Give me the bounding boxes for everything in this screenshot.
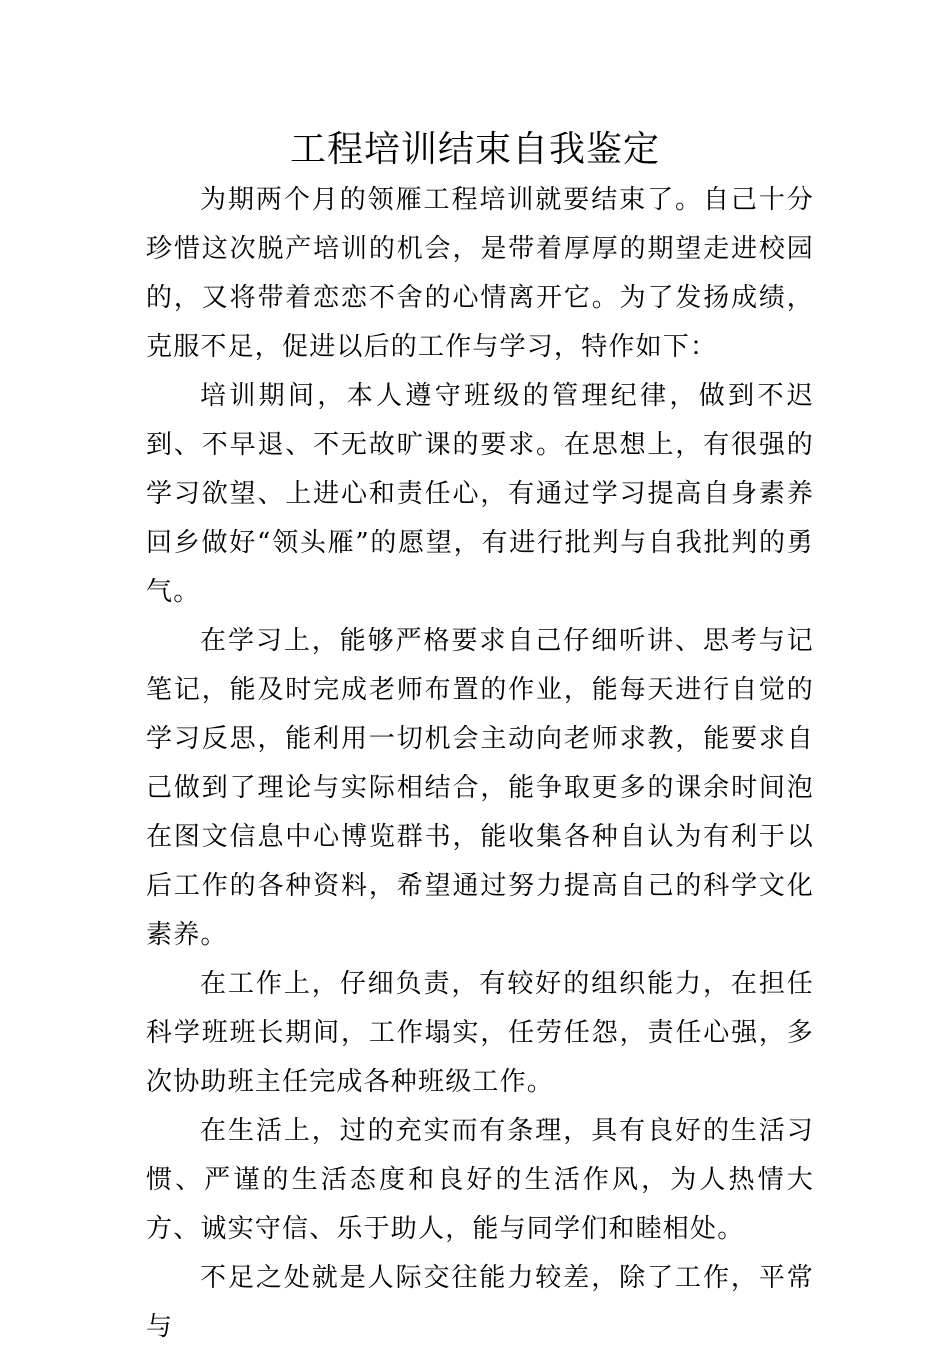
paragraph-life: 在生活上，过的充实而有条理，具有良好的生活习惯、严谨的生活态度和良好的生活作风，为人热情大方、诚实守信、乐于助人，能与同学们和睦相处。 <box>146 1116 814 1244</box>
paragraph-study: 在学习上，能够严格要求自己仔细听讲、思考与记笔记，能及时完成老师布置的作业，能每天进行自觉的学习反思，能利用一切机会主动向老师求教，能要求自己做到了理论与实际相结合，能争取更多的课余时间泡在图文信息中心博览群书，能收集各种自认为有利于以后工作的各种资料，希望通过努力提高自己的科学文化素养。 <box>146 626 814 950</box>
paragraph-discipline: 培训期间，本人遵守班级的管理纪律，做到不迟到、不早退、不无故旷课的要求。在思想上，有很强的学习欲望、上进心和责任心，有通过学习提高自身素养回乡做好“领头雁”的愿望，有进行批判与自我批判的勇气。 <box>146 381 814 607</box>
document-title: 工程培训结束自我鉴定 <box>289 129 660 170</box>
paragraph-intro: 为期两个月的领雁工程培训就要结束了。自己十分珍惜这次脱产培训的机会，是带着厚厚的期望走进校园的，又将带着恋恋不舍的心情离开它。为了发扬成绩，克服不足，促进以后的工作与学习，特作如下： <box>146 185 814 362</box>
paragraph-shortcomings: 不足之处就是人际交往能力较差，除了工作，平常与 <box>146 1263 814 1342</box>
paragraph-work: 在工作上，仔细负责，有较好的组织能力，在担任科学班班长期间，工作塌实，任劳任怨，责任心强，多次协助班主任完成各种班级工作。 <box>146 969 814 1097</box>
document-body <box>146 176 814 1352</box>
